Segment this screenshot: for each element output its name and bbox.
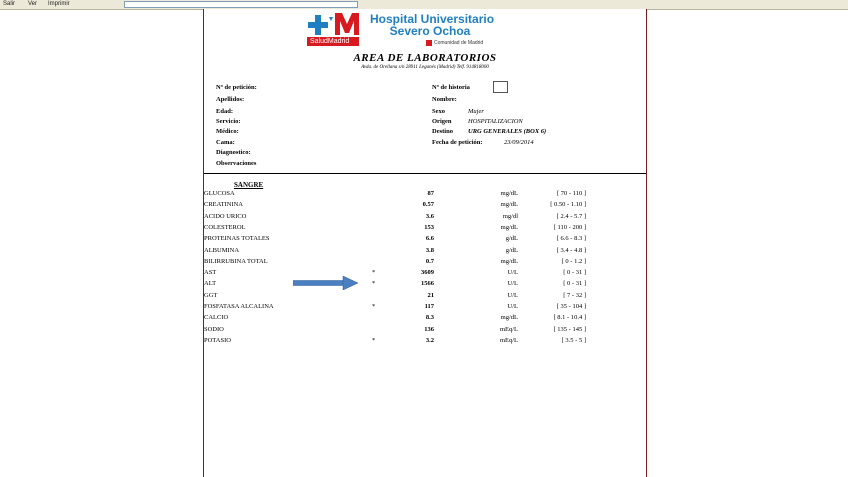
header-separator [204, 173, 646, 174]
result-row [204, 326, 646, 338]
result-row [204, 213, 646, 225]
result-reference-range: [ 8.1 - 10.4 ] [553, 314, 586, 322]
patient-left-label: Nº de petición: [216, 84, 257, 91]
result-name: ALT [204, 280, 217, 288]
result-reference-range: [ 35 - 104 ] [556, 303, 586, 310]
result-unit: g/dL [505, 246, 518, 254]
result-value: 0.57 [422, 201, 434, 209]
result-name: PROTEINAS TOTALES [204, 235, 270, 243]
result-unit: mg/dL [500, 201, 518, 209]
result-name: CALCIO [204, 314, 229, 322]
result-unit: mg/dL [500, 190, 518, 197]
result-reference-range: [ 0.50 - 1.10 ] [550, 201, 586, 209]
salud-madrid-text: SaludMadrid [310, 38, 350, 45]
result-value: 136 [424, 325, 434, 333]
result-unit: mg/dL [500, 314, 518, 322]
hospital-name-line2: Severo Ochoa [389, 24, 471, 38]
section-title: SANGRE [234, 181, 264, 189]
area-subtitle: Avda. de Orellana s/n 28911 Leganés (Madrid) Telf. 914818000 [361, 65, 489, 70]
result-unit: U/L [507, 269, 518, 277]
result-name: CREATININA [204, 201, 243, 209]
result-value: 8.3 [425, 314, 434, 322]
comunidad-text: Comunidad de Madrid [434, 40, 484, 46]
result-row [204, 258, 646, 270]
patient-left-label: Diagnostico: [216, 149, 251, 156]
patient-left-label: Edad: [216, 108, 233, 115]
result-name: ACIDO URICO [204, 212, 247, 220]
result-reference-range: [ 0 - 31 ] [563, 269, 586, 277]
result-unit: mg/dL [500, 223, 518, 231]
result-flag: * [372, 280, 376, 288]
result-reference-range: [ 3.4 - 4.8 ] [556, 246, 586, 254]
result-name: FOSFATASA ALCALINA [204, 303, 274, 310]
annotation-arrow-icon [293, 276, 359, 290]
result-flag: * [372, 303, 376, 310]
result-unit: U/L [507, 280, 518, 288]
result-value: 3.6 [425, 212, 434, 220]
patient-right-label: Origen [432, 118, 452, 125]
result-row [204, 201, 646, 213]
result-unit: U/L [507, 291, 518, 299]
view-button[interactable]: Ver [28, 1, 38, 7]
patient-right-value: URG GENERALES (BOX 6) [468, 128, 547, 135]
result-value: 1566 [421, 280, 434, 288]
area-title: AREA DE LABORATORIOS [353, 52, 497, 64]
result-row [204, 190, 646, 202]
result-value: 153 [424, 223, 434, 231]
patient-left-label: Observaciones [216, 160, 257, 167]
toolbar-field[interactable] [124, 1, 358, 8]
patient-right-value: HOSPITALIZACION [468, 118, 523, 125]
result-row [204, 292, 646, 304]
result-value: 21 [427, 291, 434, 299]
result-row [204, 303, 646, 315]
lab-report-page [203, 9, 647, 477]
patient-right-label: Fecha de petición: [432, 139, 483, 146]
history-number-box [493, 81, 508, 93]
result-unit: mEq/L [499, 325, 518, 333]
patient-right-label: Sexo [432, 108, 445, 115]
hospital-name [370, 12, 495, 38]
result-row [204, 235, 646, 247]
result-row [204, 280, 646, 292]
result-flag: * [372, 336, 376, 344]
print-button[interactable]: Imprimir [48, 1, 70, 7]
result-row [204, 269, 646, 281]
result-name: GGT [204, 291, 218, 299]
patient-left-label: Servicio: [216, 118, 241, 125]
result-value: 0.7 [425, 257, 434, 265]
patient-right-label: Destino [432, 128, 453, 135]
result-row [204, 224, 646, 236]
result-name: BILIRRUBINA TOTAL [204, 257, 268, 265]
result-reference-range: [ 70 - 110 ] [556, 190, 586, 197]
result-name: AST [204, 269, 217, 277]
result-reference-range: [ 2.4 - 5.7 ] [556, 212, 586, 220]
result-reference-range: [ 3.5 - 5 ] [561, 336, 586, 344]
result-value: 6.6 [425, 235, 434, 243]
result-value: 117 [424, 303, 434, 310]
result-name: ALBUMINA [204, 246, 240, 254]
patient-left-label: Apellidos: [216, 96, 245, 103]
exit-button[interactable]: Salir [3, 1, 16, 7]
patient-left-label: Médico: [216, 128, 239, 135]
result-reference-range: [ 110 - 200 ] [553, 223, 586, 231]
result-unit: mg/dL [500, 257, 518, 265]
hospital-name-line1: Hospital Universitario [370, 12, 495, 26]
result-row [204, 337, 646, 349]
result-reference-range: [ 0 - 1.2 ] [561, 257, 586, 265]
result-reference-range: [ 6.6 - 8.3 ] [556, 235, 586, 243]
result-name: SODIO [204, 325, 224, 333]
result-flag: * [372, 269, 376, 277]
result-value: 87 [427, 190, 434, 197]
result-reference-range: [ 135 - 145 ] [553, 325, 586, 333]
patient-left-label: Cama: [216, 139, 235, 146]
result-unit: mg/dl [502, 212, 518, 220]
comunidad-flag-icon [426, 40, 432, 46]
result-reference-range: [ 7 - 32 ] [563, 291, 586, 299]
patient-right-value: 23/09/2014 [504, 139, 534, 146]
result-name: COLESTEROL [204, 223, 246, 231]
result-name: GLUCOSA [204, 190, 235, 197]
result-value: 3609 [421, 269, 434, 277]
result-name: POTASIO [204, 336, 231, 344]
patient-right-label: Nº de historia [432, 84, 470, 91]
result-unit: g/dL [505, 235, 518, 243]
patient-right-value: Mujer [468, 108, 484, 115]
result-value: 3.8 [425, 246, 434, 254]
result-unit: U/L [507, 303, 518, 310]
patient-right-label: Nombre: [432, 96, 457, 103]
result-reference-range: [ 0 - 31 ] [563, 280, 586, 288]
result-row [204, 247, 646, 259]
result-row [204, 314, 646, 326]
result-unit: mEq/L [499, 336, 518, 344]
result-value: 3.2 [425, 336, 434, 344]
